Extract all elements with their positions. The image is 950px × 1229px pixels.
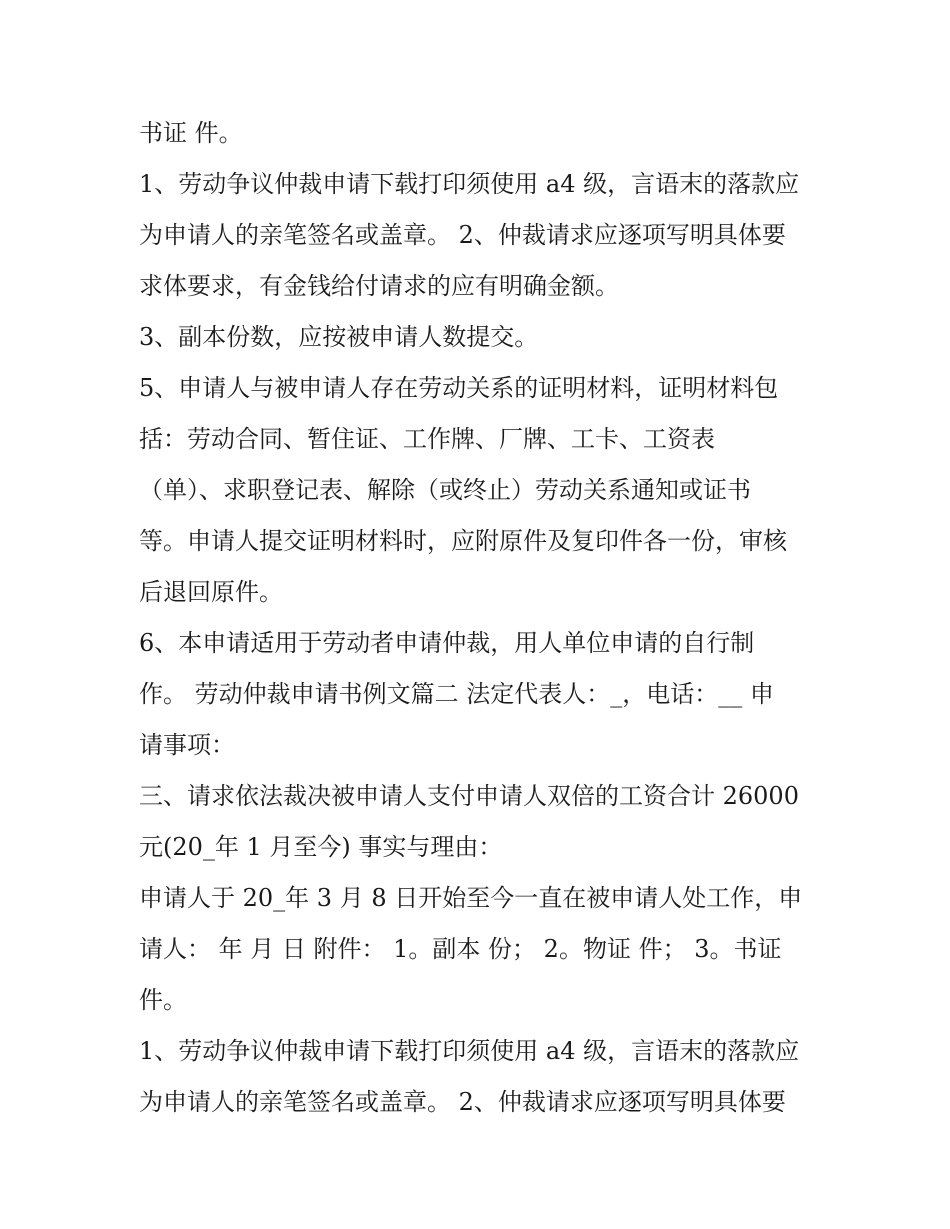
- text-line: 为申请人的亲笔签名或盖章。 2、仲裁请求应逐项写明具体要: [139, 221, 786, 249]
- text-line: 3、副本份数，应按被申请人数提交。: [139, 323, 539, 351]
- text-line: 括：劳动合同、暂住证、工作牌、厂牌、工卡、工资表: [139, 425, 715, 453]
- text-line: 6、本申请适用于劳动者申请仲裁，用人单位申请的自行制: [139, 629, 755, 657]
- text-line: 请事项：: [139, 731, 235, 759]
- text-line: 5、申请人与被申请人存在劳动关系的证明材料，证明材料包: [139, 374, 779, 402]
- text-line: 申请人于 20_年 3 月 8 日开始至今一直在被申请人处工作，申: [139, 884, 803, 912]
- text-line: 件。: [139, 986, 187, 1014]
- text-line: 等。申请人提交证明材料时，应附原件及复印件各一份，审核: [139, 527, 787, 555]
- text-line: 三、请求依法裁决被申请人支付申请人双倍的工资合计 26000: [139, 782, 799, 810]
- text-line: 为申请人的亲笔签名或盖章。 2、仲裁请求应逐项写明具体要: [139, 1088, 786, 1116]
- text-line: 1、劳动争议仲裁申请下载打印须使用 a4 级，言语末的落款应: [139, 1037, 800, 1065]
- text-line: 书证 件。: [139, 119, 243, 147]
- text-line: 元(20_年 1 月至今) 事实与理由：: [139, 833, 503, 861]
- text-line: 1、劳动争议仲裁申请下载打印须使用 a4 级，言语末的落款应: [139, 170, 800, 198]
- text-line: 作。 劳动仲裁申请书例文篇二 法定代表人：_，电话：__ 申: [139, 680, 774, 708]
- document-body: [139, 108, 819, 1128]
- text-line: （单）、求职登记表、解除（或终止）劳动关系通知或证书: [139, 476, 751, 504]
- text-line: 后退回原件。: [139, 578, 283, 606]
- text-line: 求体要求，有金钱给付请求的应有明确金额。: [139, 272, 619, 300]
- text-line: 请人： 年 月 日 附件： 1。副本 份； 2。物证 件； 3。书证: [139, 935, 782, 963]
